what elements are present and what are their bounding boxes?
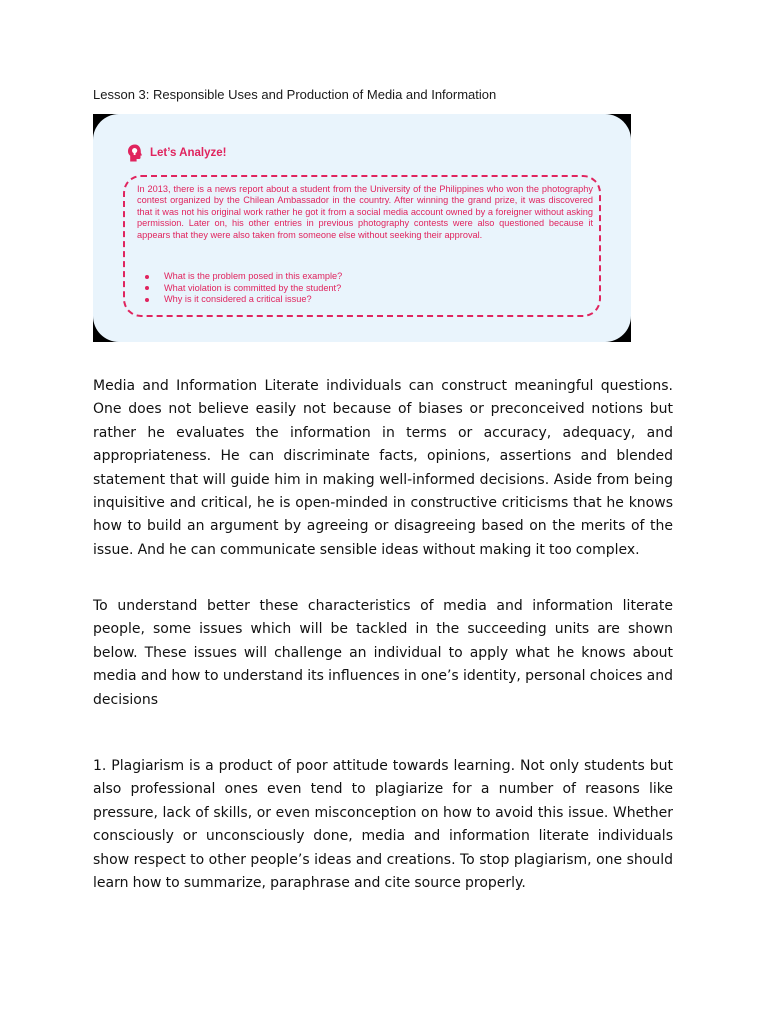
paragraph-plagiarism: 1. Plagiarism is a product of poor attitude towards learning. Not only students but also professional ones even tend to plagiarize for a number of reasons like pressure, lack of skills, or even misconception on how to avoid this issue. Whether consciously or unconsciously done, media and information literate individuals show respect to other people’s ideas and creations. To stop plagiarism, one should learn how to summarize, paraphrase and cite source properly. (93, 758, 673, 892)
analyze-question-list (145, 271, 342, 306)
paragraph-mil-individuals: Media and Information Literate individuals can construct meaningful questions. One does not believe easily not because of biases or preconceived notions but rather he evaluates the information in terms or accuracy, adequacy, and appropriateness. He can discriminate facts, opinions, assertions and blended statement that will guide him in making well-informed decisions. Aside from being inquisitive and critical, he is open-minded in constructive criticisms that he knows how to build an argument by agreeing or disagreeing based on the merits of the issue. And he can communicate sensible ideas without making it too complex. (93, 378, 673, 558)
analyze-question (145, 294, 342, 306)
analyze-card (93, 114, 631, 342)
bullet-icon (145, 275, 149, 279)
analyze-question (145, 271, 342, 283)
analyze-question-text: What is the problem posed in this example? (164, 271, 343, 281)
paragraph-characteristics: To understand better these characteristics of media and information literate people, some issues which will be tackled in the succeeding units are shown below. These issues will challenge an individual to apply what he knows about media and how to understand its influences in one’s identity, personal choices and decisions (93, 598, 673, 708)
analyze-heading: Let’s Analyze! (150, 147, 227, 159)
analyze-story-text: In 2013, there is a news report about a student from the University of the Philippines who won the photography contest organized by the Chilean Ambassador in the country. After winning the grand prize, it was discovered that it was not his original work rather he got it from a social media account owned by a foreigner without asking permission. Later on, his other entries in previous photography contests were also questioned because it appears that they were also taken from someone else without seeking their approval. (137, 184, 593, 240)
bullet-icon (145, 286, 149, 290)
analyze-header (125, 143, 226, 163)
lesson-title: Lesson 3: Responsible Uses and Production of Media and Information (93, 87, 497, 102)
head-lightbulb-icon (125, 143, 145, 163)
analyze-question-text: What violation is committed by the student? (164, 282, 342, 293)
lets-analyze-image (93, 114, 631, 342)
analyze-question (145, 283, 342, 295)
bullet-icon (145, 298, 149, 302)
analyze-question-text: Why is it considered a critical issue? (164, 294, 312, 305)
